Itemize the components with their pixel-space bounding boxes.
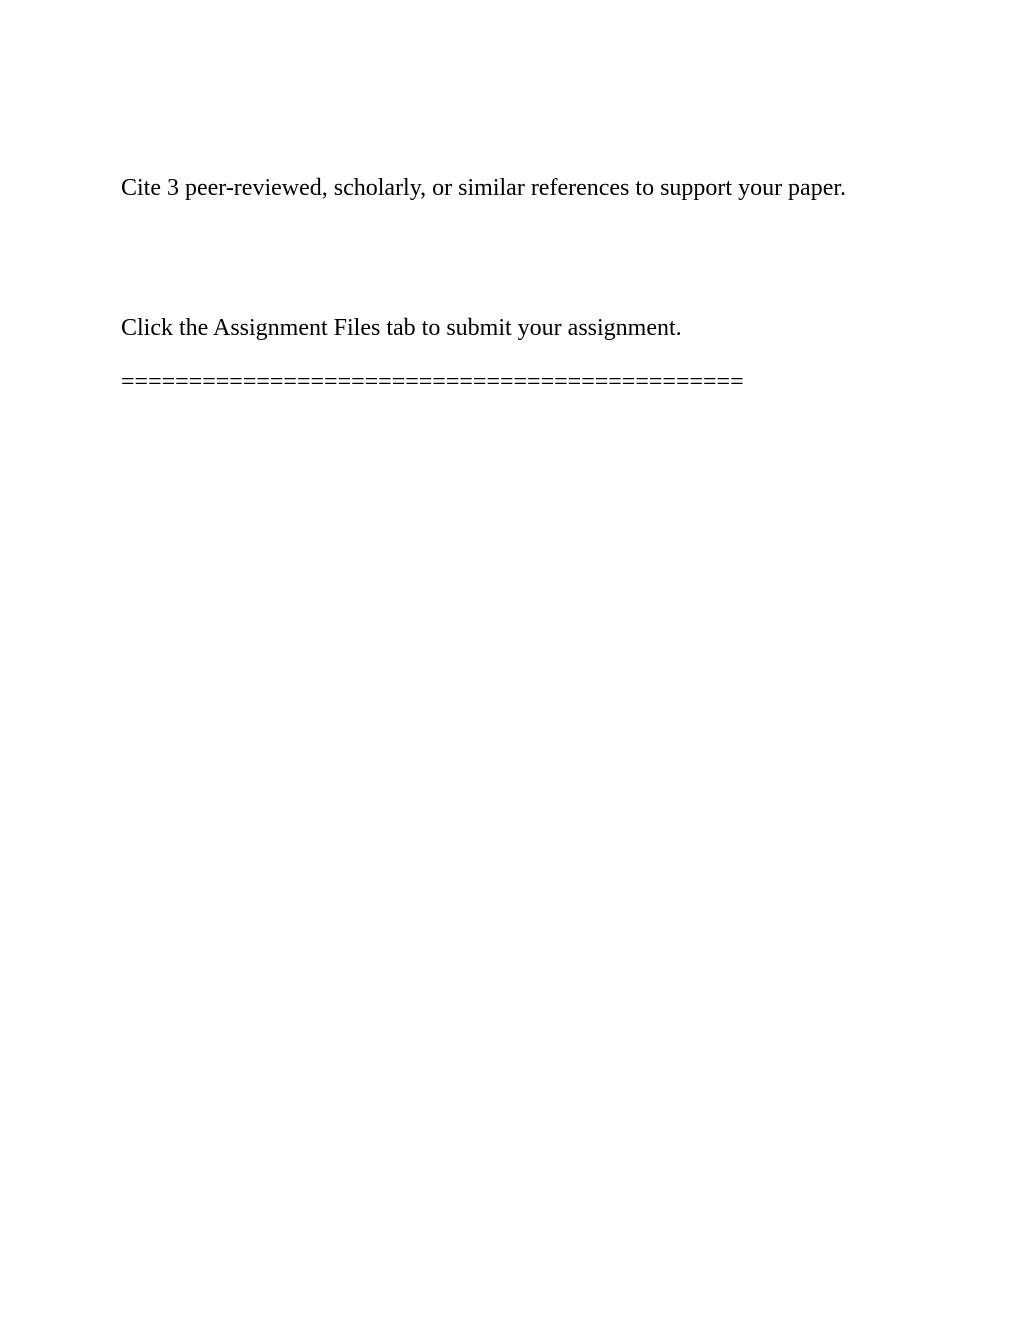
- instruction-submit: Click the Assignment Files tab to submit your assignment.: [121, 315, 682, 341]
- instruction-citations: Cite 3 peer-reviewed, scholarly, or similar references to support your paper.: [121, 175, 847, 201]
- separator-line: ==============================================: [121, 369, 744, 395]
